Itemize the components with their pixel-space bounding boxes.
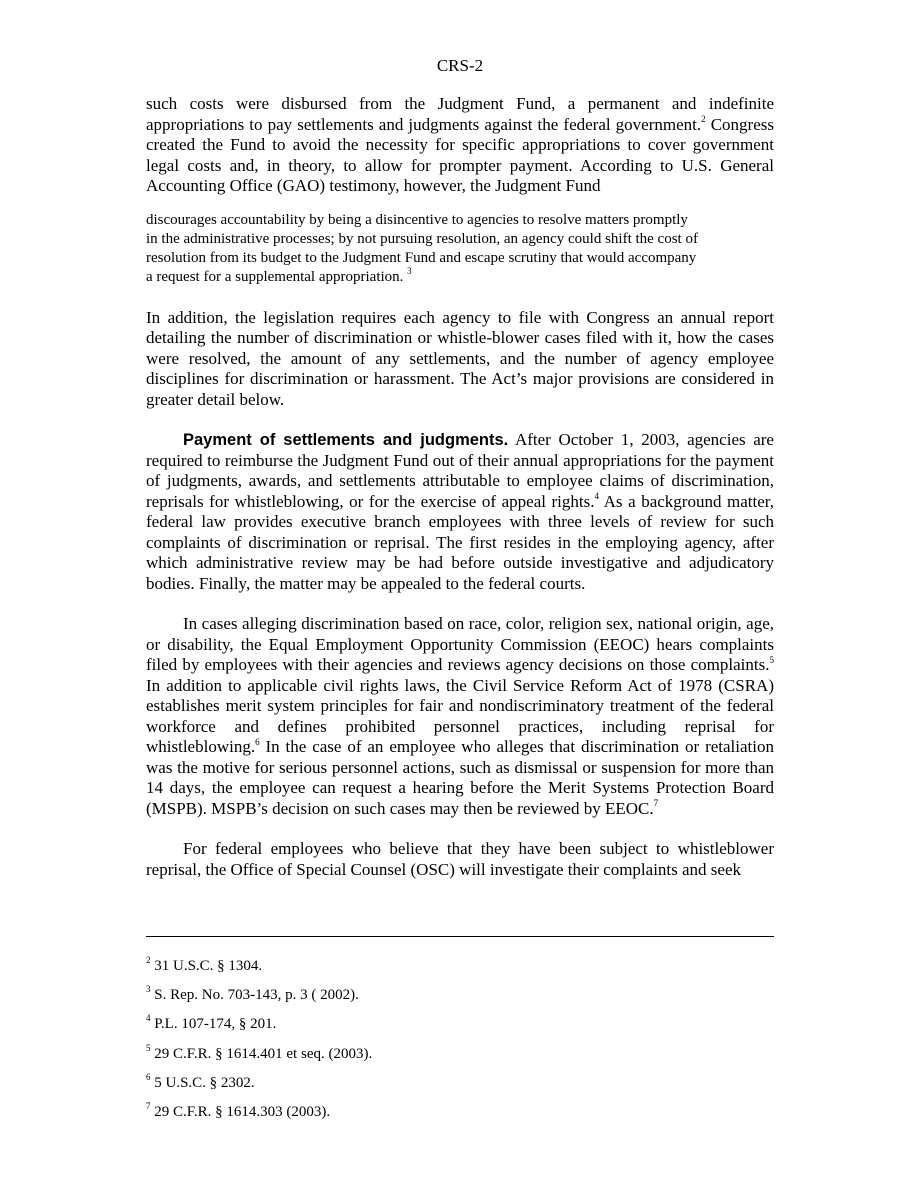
footnote-text: 29 C.F.R. § 1614.303 (2003). — [150, 1103, 331, 1120]
paragraph-text: As a background matter, federal law provides executive branch employees with three levels of review for such complaints of discrimination or reprisal. The first resides in the employing agency, after which administrative review may be had before outside investigative and adjudicatory bodies. Finally, the matter may be appealed to the federal courts. — [146, 491, 774, 593]
paragraph-payment-settlements — [146, 430, 774, 594]
footnote-number: 4 — [146, 1013, 151, 1024]
paragraph-text: In addition to applicable civil rights laws, the Civil Service Reform Act of 1978 (CSRA) establishes merit system principles for fair and nondiscriminatory treatment of the federal workforce and defines prohibited personnel practices, including reprisal for whistleblowing. — [146, 675, 774, 757]
paragraph-text: In addition, the legislation requires each agency to file with Congress an annual report detailing the number of discrimination or whistle-blower cases filed with it, how the cases were resolved, the amount of any settlements, and the number of agency employee disciplines for discrimination or harassment. The Act’s major provisions are considered in greater detail below. — [146, 307, 774, 409]
paragraph-judgment-fund — [146, 94, 774, 197]
footnote-text: P.L. 107-174, § 201. — [150, 1016, 277, 1033]
gao-block-quote — [146, 211, 702, 288]
paragraph-text: For federal employees who believe that they have been subject to whistleblower reprisal, the Office of Special Counsel (OSC) will investigate their complaints and seek — [146, 839, 774, 879]
footnote-item — [146, 1014, 774, 1043]
footnote-ref-2[interactable]: 2 — [701, 113, 706, 124]
main-body — [146, 94, 774, 880]
footnote-item — [146, 985, 774, 1014]
paragraph-text: In cases alleging discrimination based on race, color, religion sex, national origin, age, or disability, the Equal Employment Opportunity Commission (EEOC) hears complaints filed by employees with their agencies and reviews agency decisions on those complaints. — [146, 614, 774, 675]
footnote-number: 3 — [146, 984, 151, 995]
footnote-number: 6 — [146, 1071, 151, 1082]
section-heading: Payment of settlements and judgments. — [183, 431, 509, 450]
footnote-text: 31 U.S.C. § 1304. — [150, 958, 263, 974]
paragraph-eeoc-complaints — [146, 614, 774, 819]
footnote-text: 5 U.S.C. § 2302. — [150, 1074, 255, 1091]
footnote-number: 5 — [146, 1042, 151, 1053]
paragraph-osc-reprisal — [146, 839, 774, 880]
paragraph-annual-report — [146, 308, 774, 411]
footnote-item — [146, 1102, 774, 1131]
paragraph-text: such costs were disbursed from the Judgment Fund, a permanent and indefinite appropriations to pay settlements and judgments against the federal government. — [146, 94, 774, 134]
footnote-ref-4[interactable]: 4 — [594, 491, 599, 502]
paragraph-text: After October 1, 2003, agencies are required to reimburse the Judgment Fund out of their annual appropriations for the payment of judgments, awards, and settlements attributable to employee claims of discrimination, reprisals for whistleblowing, or for the exercise of appeal rights. — [146, 430, 774, 511]
footnotes-section — [146, 956, 774, 1131]
footnote-number: 7 — [146, 1100, 151, 1111]
footnote-item — [146, 956, 774, 985]
footnote-item — [146, 1044, 774, 1073]
footnote-divider — [146, 936, 774, 937]
paragraph-text: Congress created the Fund to avoid the necessity for specific appropriations to cover government legal costs and, in theory, to allow for prompter payment. According to U.S. General Accounting Office (GAO) testimony, however, the Judgment Fund — [146, 114, 774, 195]
footnote-ref-7[interactable]: 7 — [653, 798, 659, 809]
quote-text: discourages accountability by being a disincentive to agencies to resolve matters promptly in the administrative processes; by not pursuing resolution, an agency could shift the cost of resolution from its budget to the Judgment Fund and escape scrutiny that would accompany a request for a supplemental appropriation. — [146, 211, 698, 286]
footnote-ref-3[interactable]: 3 — [407, 266, 412, 277]
footnote-text: 29 C.F.R. § 1614.401 et seq. (2003). — [150, 1045, 373, 1062]
footnote-ref-6[interactable]: 6 — [255, 736, 260, 747]
footnote-ref-5[interactable]: 5 — [769, 654, 774, 665]
paragraph-text: In the case of an employee who alleges that discrimination or retaliation was the motive for serious personnel actions, such as dismissal or suspension for more than 14 days, the employee can request a hearing before the Merit Systems Protection Board (MSPB). MSPB’s decision on such cases may then be reviewed by EEOC. — [146, 737, 774, 818]
footnote-item — [146, 1073, 774, 1102]
page-number-header: CRS-2 — [436, 56, 484, 75]
footnote-number: 2 — [146, 955, 151, 965]
footnote-text: S. Rep. No. 703-143, p. 3 ( 2002). — [150, 987, 359, 1004]
